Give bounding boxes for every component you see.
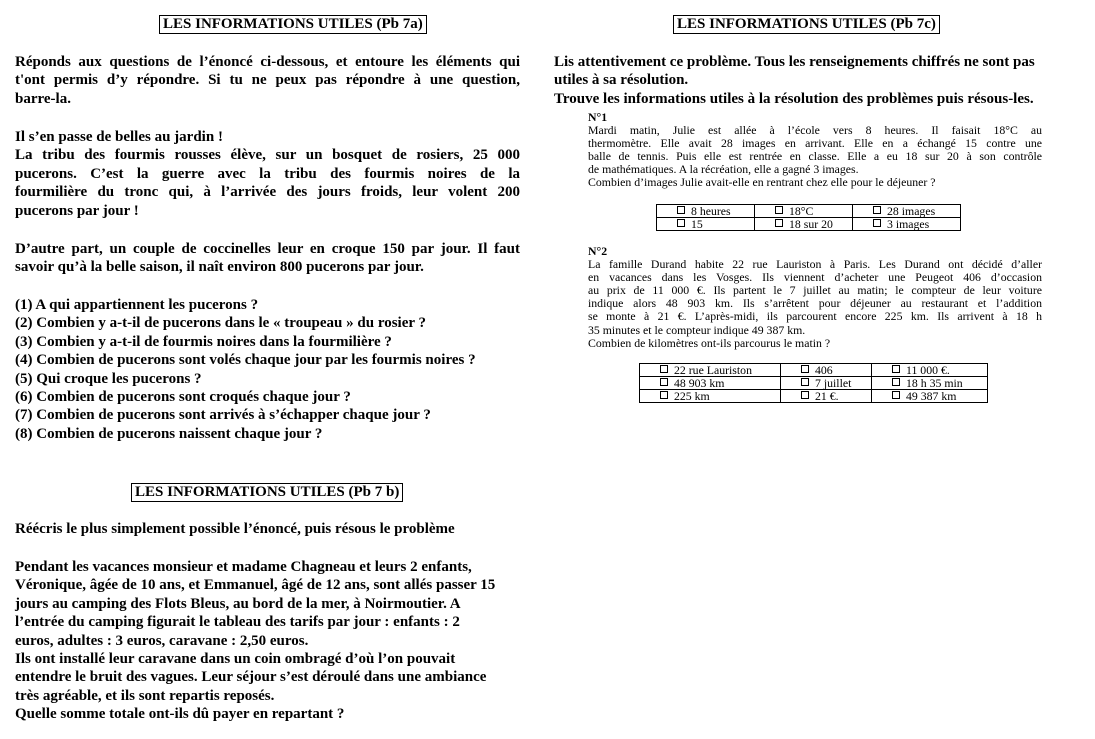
pb7b-story-question: Quelle somme totale ont-ils dû payer en repartant ? — [15, 706, 345, 723]
pb7b-story-line: l’entrée du camping figurait le tableau des tarifs par jour : enfants : 2 — [15, 614, 460, 631]
pb7c-n1-question: Combien d’images Julie avait-elle en rentrant chez elle pour le déjeuner ? — [588, 175, 936, 190]
pb7b-story — [15, 558, 535, 724]
checkbox-icon[interactable] — [801, 391, 809, 399]
option-cell[interactable]: 48 903 km — [640, 377, 781, 390]
options-row — [657, 218, 961, 231]
checkbox-icon[interactable] — [660, 365, 668, 373]
pb7b-story-line: Ils ont installé leur caravane dans un coin ombragé d’où l’on pouvait — [15, 651, 456, 668]
checkbox-icon[interactable] — [873, 219, 881, 227]
option-cell[interactable]: 18 sur 20 — [755, 218, 853, 231]
pb7c-n1-line: Mardi matin, Julie est allée à l’école vers 8 heures. Il faisait 18°C au — [588, 123, 1042, 138]
pb7b-story-line: euros, adultes : 3 euros, caravane : 2,50 euros. — [15, 632, 309, 649]
pb7a-story2-line: savoir qu’à la belle saison, il naît environ 800 pucerons par jour. — [15, 259, 424, 276]
pb7a-question-8: (8) Combien de pucerons naissent chaque jour ? — [15, 425, 323, 442]
pb7c-n2-line: indique alors 48 903 km. Ils s’arrêtent pour déjeuner au restaurant et l’addition — [588, 296, 1042, 311]
pb7c-intro-line: Lis attentivement ce problème. Tous les renseignements chiffrés ne sont pas — [554, 54, 1035, 70]
pb7a-story — [15, 128, 520, 220]
pb7a-question-5: (5) Qui croque les pucerons ? — [15, 370, 202, 387]
pb7a-story-line: La tribu des fourmis rousses élève, sur un bosquet de rosiers, 25 000 — [15, 147, 520, 164]
pb7a-story2 — [15, 240, 520, 277]
pb7c-n2-options — [639, 363, 988, 403]
pb7b-story-line: Véronique, âgée de 10 ans, et Emmanuel, âgé de 12 ans, sont allés passer 15 — [15, 577, 496, 594]
option-cell[interactable]: 3 images — [853, 218, 961, 231]
option-cell[interactable]: 28 images — [853, 205, 961, 218]
pb7c-n2-question: Combien de kilomètres ont-ils parcourus le matin ? — [588, 335, 831, 350]
pb7c-n1 — [588, 111, 1042, 190]
checkbox-icon[interactable] — [775, 219, 783, 227]
pb7b-instruction: Réécris le plus simplement possible l’énoncé, puis résous le problème — [15, 521, 455, 537]
checkbox-icon[interactable] — [892, 391, 900, 399]
checkbox-icon[interactable] — [660, 391, 668, 399]
pb7c-n1-label: N°1 — [588, 110, 608, 124]
checkbox-icon[interactable] — [892, 365, 900, 373]
pb7a-story-line: pucerons. C’est la guerre avec la tribu des fourmis noires de la — [15, 165, 520, 182]
checkbox-icon[interactable] — [892, 378, 900, 386]
pb7c-n2-line: La famille Durand habite 22 rue Lauriston à Paris. Les Durand ont décidé d’aller — [588, 257, 1042, 272]
options-row — [640, 364, 988, 377]
pb7c-n2-line: au prix de 11 000 €. Ils partent le 7 juillet au matin; le compteur de leur voiture — [588, 283, 1042, 298]
pb7a-instruction-line: Réponds aux questions de l’énoncé ci-dessous, et entoure les éléments qui — [15, 54, 520, 70]
option-cell[interactable]: 7 juillet — [781, 377, 872, 390]
pb7a-instruction-line: t'ont permis d’y répondre. Si tu ne peux pas répondre à une question, — [15, 72, 520, 89]
option-cell[interactable]: 18°C — [755, 205, 853, 218]
pb7a-instruction-line: barre-la. — [15, 90, 71, 107]
pb7c-n1-line: balle de tennis. Puis elle est rentrée en classe. Elle a eu 18 sur 20 à son contrôle — [588, 149, 1042, 164]
pb7b-story-line: très agréable, et ils sont repartis reposés. — [15, 687, 275, 704]
pb7a-story-line: Il s’en passe de belles au jardin ! — [15, 129, 223, 145]
options-row — [657, 205, 961, 218]
option-cell[interactable]: 225 km — [640, 390, 781, 403]
pb7c-n1-line: thermomètre. Elle avait 28 images en arrivant. Elle en a échangé 15 contre une — [588, 136, 1042, 151]
checkbox-icon[interactable] — [660, 378, 668, 386]
pb7c-n2-line: en vacances dans les Vosges. Ils viennent d’acheter une Peugeot 406 d’occasion — [588, 270, 1042, 285]
pb7c-intro-line: utiles à sa résolution. — [554, 72, 689, 89]
option-cell[interactable]: 49 387 km — [872, 390, 988, 403]
pb7a-question-7: (7) Combien de pucerons sont arrivés à s’échapper chaque jour ? — [15, 407, 431, 424]
option-cell[interactable]: 11 000 €. — [872, 364, 988, 377]
pb7b-story-line: entendre le bruit des vagues. Leur séjour s’est déroulé dans une ambiance — [15, 669, 487, 686]
pb7a-story2-line: D’autre part, un couple de coccinelles leur en croque 150 par jour. Il faut — [15, 241, 520, 257]
pb7a-story-line: fourmilière du tronc qui, à l’arrivée des jours froids, leur volent 200 — [15, 184, 520, 201]
pb7a-questions — [15, 296, 535, 443]
checkbox-icon[interactable] — [677, 219, 685, 227]
pb7c-intro-line: Trouve les informations utiles à la résolution des problèmes puis résous-les. — [554, 90, 1034, 107]
checkbox-icon[interactable] — [677, 206, 685, 214]
pb7a-question-2: (2) Combien y a-t-il de pucerons dans le « troupeau » du rosier ? — [15, 315, 426, 332]
option-cell[interactable]: 15 — [657, 218, 755, 231]
pb7a-title: LES INFORMATIONS UTILES (Pb 7a) — [159, 15, 427, 34]
pb7c-n2-line: se monte à 21 €. L’après-midi, ils parcourent encore 225 km. Ils arrivent à 18 h — [588, 309, 1042, 324]
option-cell[interactable]: 8 heures — [657, 205, 755, 218]
pb7b-title: LES INFORMATIONS UTILES (Pb 7 b) — [131, 483, 403, 502]
checkbox-icon[interactable] — [801, 378, 809, 386]
pb7a-story-line: pucerons par jour ! — [15, 202, 139, 219]
pb7a-question-1: (1) A qui appartiennent les pucerons ? — [15, 297, 259, 313]
pb7a-instructions — [15, 53, 520, 108]
pb7b-story-line: jours au camping des Flots Bleus, au bord de la mer, à Noirmoutier. A — [15, 595, 461, 612]
pb7a-question-4: (4) Combien de pucerons sont volés chaque jour par les fourmis noires ? — [15, 352, 476, 369]
options-row — [640, 390, 988, 403]
option-cell[interactable]: 21 €. — [781, 390, 872, 403]
option-cell[interactable]: 406 — [781, 364, 872, 377]
pb7c-n1-options — [656, 204, 961, 231]
pb7b-story-line: Pendant les vacances monsieur et madame Chagneau et leurs 2 enfants, — [15, 559, 472, 575]
pb7a-question-6: (6) Combien de pucerons sont croqués chaque jour ? — [15, 389, 351, 406]
checkbox-icon[interactable] — [775, 206, 783, 214]
pb7c-n2-label: N°2 — [588, 244, 608, 258]
pb7a-question-3: (3) Combien y a-t-il de fourmis noires dans la fourmilière ? — [15, 333, 392, 350]
option-cell[interactable]: 22 rue Lauriston — [640, 364, 781, 377]
checkbox-icon[interactable] — [873, 206, 881, 214]
pb7c-title: LES INFORMATIONS UTILES (Pb 7c) — [673, 15, 940, 34]
pb7c-n2-line: 35 minutes et le compteur indique 49 387 km. — [588, 322, 806, 337]
pb7c-n2 — [588, 245, 1042, 350]
pb7c-intro — [554, 53, 1079, 108]
checkbox-icon[interactable] — [801, 365, 809, 373]
options-row — [640, 377, 988, 390]
option-cell[interactable]: 18 h 35 min — [872, 377, 988, 390]
pb7c-n1-line: de mathématiques. A la récréation, elle a gagné 3 images. — [588, 162, 859, 177]
